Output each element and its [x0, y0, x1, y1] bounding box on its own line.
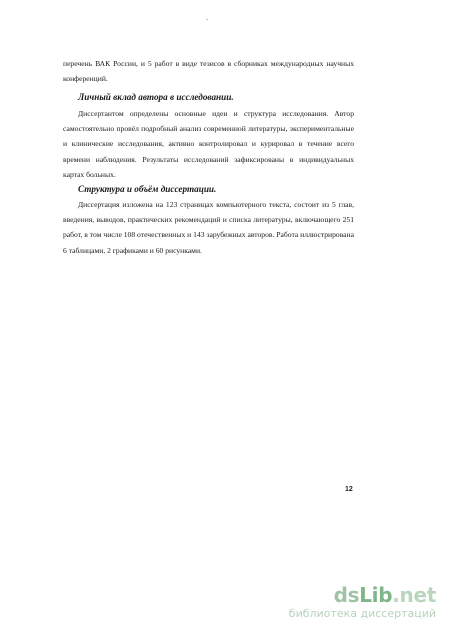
structure-paragraph: Диссертация изложена на 123 страницах компьютерного текста, состоит из 5 глав, введения, выводов, практических рекомендаций и списка литературы, включающего 251 работ, в том числе 108 отечественных и 143 зарубежных авторов. Работа иллюстрирована 6 таблицами, 2 графиками и 60 рисунками.: [63, 200, 354, 255]
page-number: 12: [345, 486, 353, 493]
continuation-paragraph: перечень ВАК России, и 5 работ в виде тезисов в сборниках международных научных конференций.: [63, 59, 354, 84]
dslib-logo: [289, 584, 436, 606]
logo-lib: Lib: [359, 583, 393, 607]
watermark-subtitle: библиотека диссертаций: [288, 607, 436, 620]
scan-mark: [206, 19, 208, 20]
section-heading-personal-contribution: Личный вклад автора в исследовании.: [78, 92, 234, 102]
section-heading-structure: Структура и объём диссертации.: [78, 184, 217, 194]
logo-ds: ds: [333, 583, 360, 607]
logo-net: .net: [392, 583, 436, 607]
dslib-watermark[interactable]: [289, 584, 436, 620]
personal-contribution-paragraph: Диссертантом определены основные идеи и структура исследования. Автор самостоятельно провёл подробный анализ современной литературы, экспериментальные и клинические исследования, активно контролировал и курировал в течение всего времени наблюдения. Результаты исследований зафиксированы в индивидуальных картах больных.: [63, 109, 354, 179]
